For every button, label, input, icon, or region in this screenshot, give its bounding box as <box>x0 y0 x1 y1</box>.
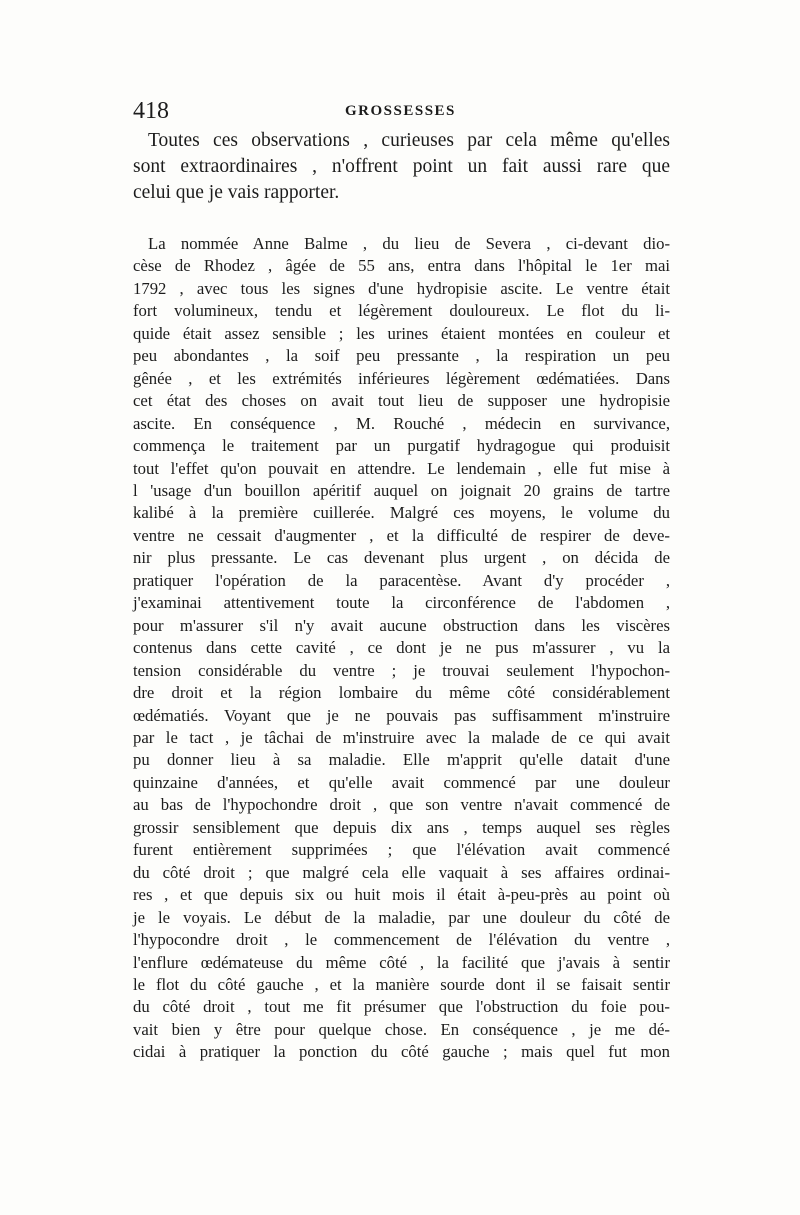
text-line: je le voyais. Le début de la maladie, par une douleur du côté de <box>133 907 670 927</box>
running-head <box>133 96 673 126</box>
text-line: vait bien y être pour quelque chose. En conséquence , je me dé- <box>133 1019 670 1039</box>
text-line: kalibé à la première cuillerée. Malgré ces moyens, le volume du <box>133 503 670 523</box>
text-line: cèse de Rhodez , âgée de 55 ans, entra dans l'hôpital le 1er mai <box>133 256 670 276</box>
text-line: l 'usage d'un bouillon apéritif auquel on joignait 20 grains de tartre <box>133 480 670 500</box>
text-line: au bas de l'hypochondre droit , que son ventre n'avait commencé de <box>133 795 670 815</box>
text-line: par le tact , je tâchai de m'instruire avec la malade de ce qui avait <box>133 727 670 747</box>
running-title: GROSSESSES <box>345 103 456 119</box>
page-number: 418 <box>133 98 169 124</box>
text-line: furent entièrement supprimées ; que l'élévation avait commencé <box>133 840 670 860</box>
intro-line: Toutes ces observations , curieuses par cela même qu'elles <box>148 130 670 151</box>
text-line: fort volumineux, tendu et légèrement douloureux. Le flot du li- <box>133 301 670 321</box>
text-line: ventre ne cessait d'augmenter , et la difficulté de respirer de deve- <box>133 525 670 545</box>
text-line: du côté droit ; que malgré cela elle vaquait à ses affaires ordinai- <box>133 862 670 882</box>
text-line: peu abondantes , la soif peu pressante , la respiration un peu <box>133 346 670 366</box>
text-line: quinzaine d'années, et qu'elle avait commencé par une douleur <box>133 772 670 792</box>
text-line: pour m'assurer s'il n'y avait aucune obstruction dans les viscères <box>133 615 670 635</box>
text-line: cidai à pratiquer la ponction du côté gauche ; mais quel fut mon <box>133 1042 670 1062</box>
text-line: j'examinai attentivement toute la circonférence de l'abdomen , <box>133 593 670 613</box>
text-line: dre droit et la région lombaire du même côté considérablement <box>133 683 670 703</box>
text-line: œdématiés. Voyant que je ne pouvais pas suffisamment m'instruire <box>133 705 670 725</box>
text-line: le flot du côté gauche , et la manière sourde dont il se faisait sentir <box>133 974 670 994</box>
text-line: La nommée Anne Balme , du lieu de Severa , ci-devant dio- <box>148 234 670 253</box>
intro-line: celui que je vais rapporter. <box>133 182 340 203</box>
case-report-paragraph <box>133 233 670 1064</box>
text-line: gênée , et les extrémités inférieures légèrement œdématiées. Dans <box>133 368 670 388</box>
text-line: grossir sensiblement que depuis dix ans , temps auquel ses règles <box>133 817 670 837</box>
text-line: commença le traitement par un purgatif hydragogue qui produisit <box>133 436 670 456</box>
text-line: du côté droit , tout me fit présumer que l'obstruction du foie pou- <box>133 997 670 1017</box>
text-line: contenus dans cette cavité , ce dont je ne pus m'assurer , vu la <box>133 638 670 658</box>
text-line: tension considérable du ventre ; je trouvai seulement l'hypochon- <box>133 660 670 680</box>
intro-paragraph <box>133 128 670 206</box>
text-line: pratiquer l'opération de la paracentèse. Avant d'y procéder , <box>133 570 670 590</box>
text-line: res , et que depuis six ou huit mois il était à-peu-près au point où <box>133 885 670 905</box>
text-line: nir plus pressante. Le cas devenant plus urgent , on décida de <box>133 548 670 568</box>
text-line: quide était assez sensible ; les urines étaient montées en couleur et <box>133 323 670 343</box>
text-line: tout l'effet qu'on pouvait en attendre. Le lendemain , elle fut mise à <box>133 458 670 478</box>
text-line: l'enflure œdémateuse du même côté , la facilité que j'avais à sentir <box>133 952 670 972</box>
intro-line: sont extraordinaires , n'offrent point un fait aussi rare que <box>133 156 670 177</box>
text-line: ascite. En conséquence , M. Rouché , médecin en survivance, <box>133 413 670 433</box>
text-line: 1792 , avec tous les signes d'une hydropisie ascite. Le ventre était <box>133 278 670 298</box>
text-line: cet état des choses on avait tout lieu de supposer une hydropisie <box>133 391 670 411</box>
text-line: l'hypocondre droit , le commencement de l'élévation du ventre , <box>133 930 670 950</box>
text-line: pu donner lieu à sa maladie. Elle m'apprit qu'elle datait d'une <box>133 750 670 770</box>
